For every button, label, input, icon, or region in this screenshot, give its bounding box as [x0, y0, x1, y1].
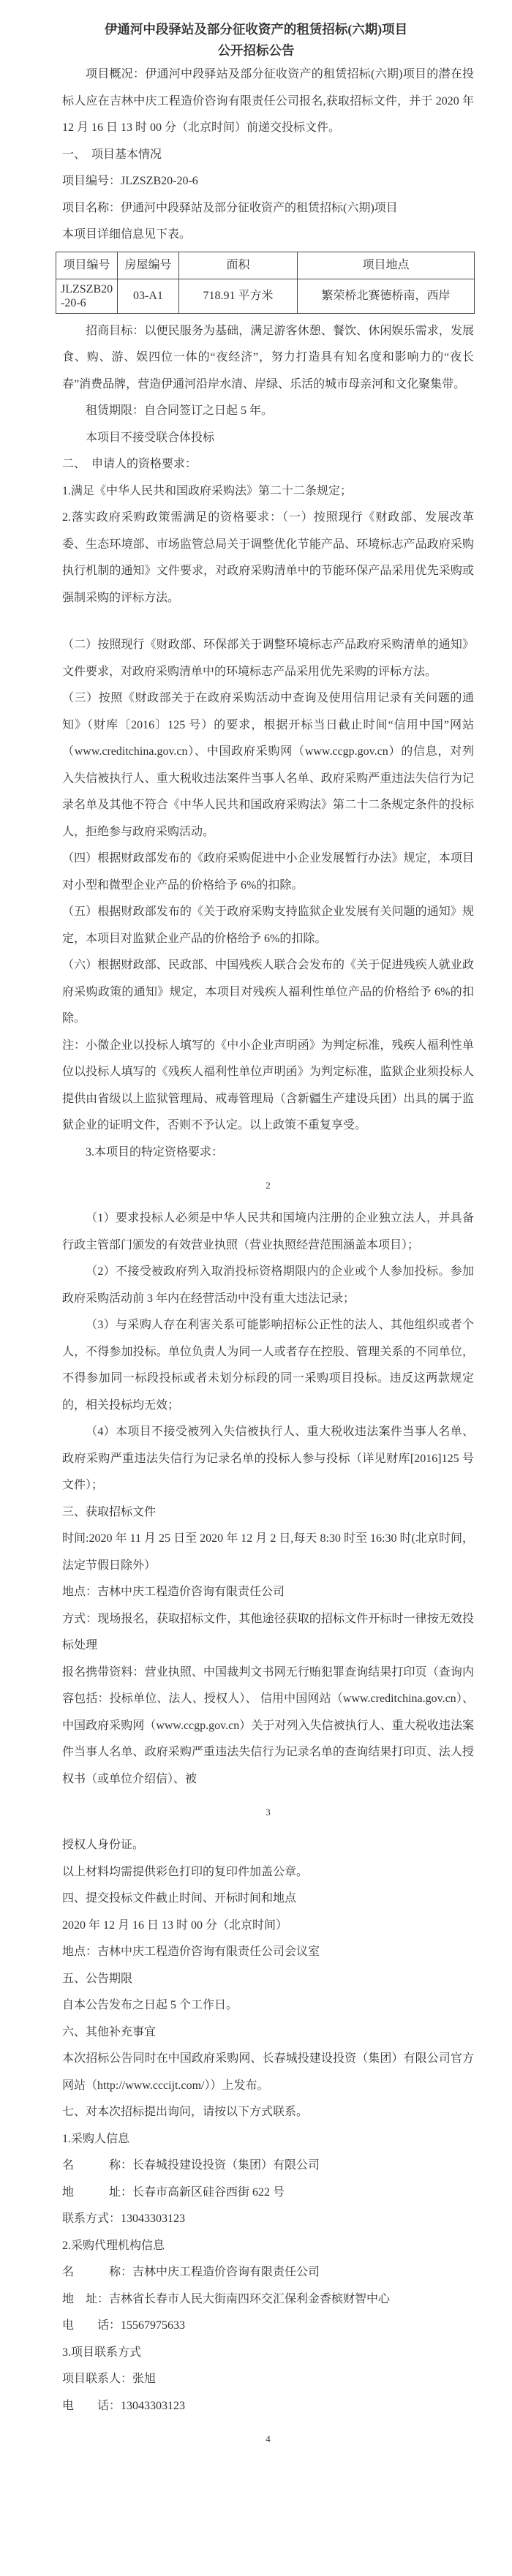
section-heading-2: 二、 申请人的资格要求：	[62, 458, 197, 470]
para-contact-heading: 3.项目联系方式	[62, 2346, 142, 2359]
para-buyer-name: 名 称：长春城投建设投资（集团）有限公司	[62, 2159, 320, 2172]
section-heading-1: 一、 项目基本情况	[62, 148, 162, 161]
table-header-house-no: 房屋编号	[118, 252, 179, 279]
page-number-2: 2	[266, 1180, 271, 1191]
table-header-area: 面积	[179, 252, 298, 279]
para-announce-period: 自本公告发布之日起 5 个工作日。	[62, 1999, 238, 2011]
page-number-4: 4	[266, 2433, 271, 2444]
section-heading-5: 五、公告期限	[62, 1972, 133, 1985]
para-requirement-2: 2.落实政府采购政策需满足的资格要求：（一）按照现行《财政部、发展改革委、生态环境部、市场监管总局关于调整优化节能产品、环境标志产品政府采购执行机制的通知》文件要求，对政府采购清单中的节能环保产品采用优先采购或强制采购的评标方法。	[62, 511, 474, 604]
para-agency-name: 名 称：吉林中庆工程造价咨询有限责任公司	[62, 2266, 320, 2278]
section-heading-3: 三、获取招标文件	[62, 1505, 157, 1518]
project-info-table	[56, 252, 475, 314]
para-note: 注：小微企业以投标人填写的《中小企业声明函》为判定标准，残疾人福利性单位以投标人填写的《残疾人福利性单位声明函》为判定标准，监狱企业须投标人提供由省级以上监狱管理局、戒毒管理局（含新疆生产建设兵团）出具的属于监狱企业的证明文件，否则不予认定。以上政策不重复享受。	[62, 1039, 474, 1131]
para-requirement-3-heading: 3.本项目的特定资格要求：	[86, 1145, 224, 1159]
para-requirement-2-3: （三）按照《财政部关于在政府采购活动中查询及使用信用记录有关问题的通知》（财库〔2016〕125 号）的要求，根据开标当日截止时间“信用中国”网站（www.creditchina.gov.cn）、中国政府采购网（www.ccgp.gov.cn）的信息，对列入失信被执行人、重大税收违法案件当事人名单、政府采购严重违法失信行为记录名单及其他不符合《中华人民共和国政府采购法》第二十二条规定条件的投标人，拒绝参与政府采购活动。	[62, 692, 474, 838]
para-materials-part1: 报名携带资料：营业执照、中国裁判文书网无行贿犯罪查询结果打印页（查询内容包括：投标单位、法人、授权人）、 信用中国网站（www.creditchina.gov.cn）、中国政府采购网（www.ccgp.gov.cn）关于对列入失信被执行人、重大税收违法案件当事人名单、政府采购严重违法失信行为记录名单的查询结果打印页、法人授权书（或单位介绍信）、被	[62, 1665, 474, 1785]
section-heading-6: 六、其他补充事宜	[62, 2025, 157, 2038]
para-requirement-2-5: （五）根据财政部发布的《关于政府采购支持监狱企业发展有关问题的通知》规定，本项目对监狱企业产品的价格给予 6%的扣除。	[62, 905, 474, 945]
table-header-project-no: 项目编号	[56, 252, 118, 279]
para-project-overview: 项目概况：伊通河中段驿站及部分征收资产的租赁招标(六期)项目的潜在投标人应在吉林中庆工程造价咨询有限责任公司报名,获取招标文件，并于 2020 年 12 月 16 日 13 时 00 分（北京时间）前递交投标文件。	[62, 68, 474, 134]
para-requirement-2-2: （二）按照现行《财政部、环保部关于调整环境标志产品政府采购清单的通知》文件要求，对政府采购清单中的环境标志产品采用优先采购的评标方法。	[62, 639, 474, 678]
table-row	[56, 279, 475, 313]
para-special-1: （1）要求投标人必须是中华人民共和国境内注册的企业独立法人，并具备行政主管部门颁发的有效营业执照（营业执照经营范围涵盖本项目）；	[62, 1212, 474, 1251]
section-heading-4: 四、提交投标文件截止时间、开标时间和地点	[62, 1892, 297, 1905]
table-cell-area: 718.91 平方米	[179, 279, 298, 313]
para-project-no: 项目编号：JLZSZB20-20-6	[62, 175, 198, 187]
para-special-2: （2）不接受被政府列入取消投标资格期限内的企业或个人参加投标。参加政府采购活动前 3 年内在经营活动中没有重大违法记录；	[62, 1265, 474, 1305]
para-agency-tel: 电 话：15567975633	[62, 2319, 186, 2332]
para-open-place: 地点：吉林中庆工程造价咨询有限责任公司会议室	[62, 1946, 320, 1958]
para-materials-note: 以上材料均需提供彩色打印的复印件加盖公章。	[62, 1865, 309, 1878]
para-requirement-1: 1.满足《中华人民共和国政府采购法》第二十二条规定；	[62, 484, 353, 497]
para-agency-heading: 2.采购代理机构信息	[62, 2239, 165, 2252]
para-get-method: 方式：现场报名，获取招标文件，其他途径获取的招标文件开标时一律按无效投标处理	[62, 1612, 474, 1652]
para-get-time: 时间:2020 年 11 月 25 日至 2020 年 12 月 2 日,每天 8:30 时至 16:30 时(北京时间，法定节假日除外）	[62, 1532, 474, 1572]
table-cell-house-no: 03-A1	[118, 279, 179, 313]
para-deadline: 2020 年 12 月 16 日 13 时 00 分（北京时间）	[62, 1918, 288, 1932]
para-special-4: （4）本项目不接受被列入失信被执行人、重大税收违法案件当事人名单、政府采购严重违法失信行为记录名单的投标人参与投标（详见财库[2016]125 号文件）；	[62, 1426, 474, 1491]
doc-title-line1: 伊通河中段驿站及部分征收资产的租赁招标(六期)项目	[104, 22, 408, 37]
para-requirement-2-6: （六）根据财政部、民政部、中国残疾人联合会发布的《关于促进残疾人就业政府采购政策的通知》规定，本项目对残疾人福利性单位产品的价格给予 6%的扣除。	[62, 959, 474, 1025]
para-materials-part2: 授权人身份证。	[62, 1839, 145, 1851]
section-heading-7: 七、对本次招标提出询问，请按以下方式联系。	[62, 2106, 309, 2118]
para-other-notes: 本次招标公告同时在中国政府采购网、长春城投建设投资（集团）有限公司官方网站（http://www.cccijt.com/））上发布。	[62, 2052, 474, 2092]
para-contact-tel: 电 话：13043303123	[62, 2399, 186, 2412]
table-header-location: 项目地点	[298, 252, 475, 279]
para-buyer-heading: 1.采购人信息	[62, 2132, 130, 2145]
para-business-target: 招商目标：以便民服务为基础，满足游客休憩、餐饮、休闲娱乐需求，发展食、购、游、娱四位一体的“夜经济”，努力打造具有知名度和影响力的“夜长春”消费品牌，营造伊通河沿岸水清、岸绿、乐活的城市母亲河和文化聚集带。	[62, 324, 474, 391]
para-special-3: （3）与采购人存在利害关系可能影响招标公正性的法人、其他组织或者个人，不得参加投标。单位负责人为同一人或者存在控股、管理关系的不同单位，不得参加同一标段投标或者未划分标段的同一采购项目投标。违反这两款规定的，相关投标均无效；	[62, 1319, 474, 1412]
table-header-row	[56, 252, 475, 279]
para-buyer-contact: 联系方式：13043303123	[62, 2212, 186, 2225]
table-cell-project-no: JLZSZB20-20-6	[56, 279, 118, 313]
para-project-name: 项目名称：伊通河中段驿站及部分征收资产的租赁招标(六期)项目	[62, 201, 398, 214]
page-number-3: 3	[266, 1807, 271, 1818]
para-table-intro: 本项目详细信息见下表。	[62, 228, 192, 241]
para-contact-person: 项目联系人：张旭	[62, 2373, 157, 2385]
para-agency-addr: 地 址：吉林省长春市人民大街南四环交汇保利金香槟财智中心	[62, 2292, 391, 2305]
doc-title-line2: 公开招标公告	[217, 43, 295, 58]
table-cell-location: 繁荣桥北赛德桥南，西岸	[298, 279, 475, 313]
para-lease-term: 租赁期限：自合同签订之日起 5 年。	[86, 404, 274, 417]
para-requirement-2-4: （四）根据财政部发布的《政府采购促进中小企业发展暂行办法》规定，本项目对小型和微型企业产品的价格给予 6%的扣除。	[62, 852, 474, 892]
para-buyer-addr: 地 址：长春市高新区硅谷西街 622 号	[62, 2185, 285, 2199]
para-no-consortium: 本项目不接受联合体投标	[86, 431, 215, 444]
para-get-place: 地点：吉林中庆工程造价咨询有限责任公司	[62, 1586, 285, 1598]
